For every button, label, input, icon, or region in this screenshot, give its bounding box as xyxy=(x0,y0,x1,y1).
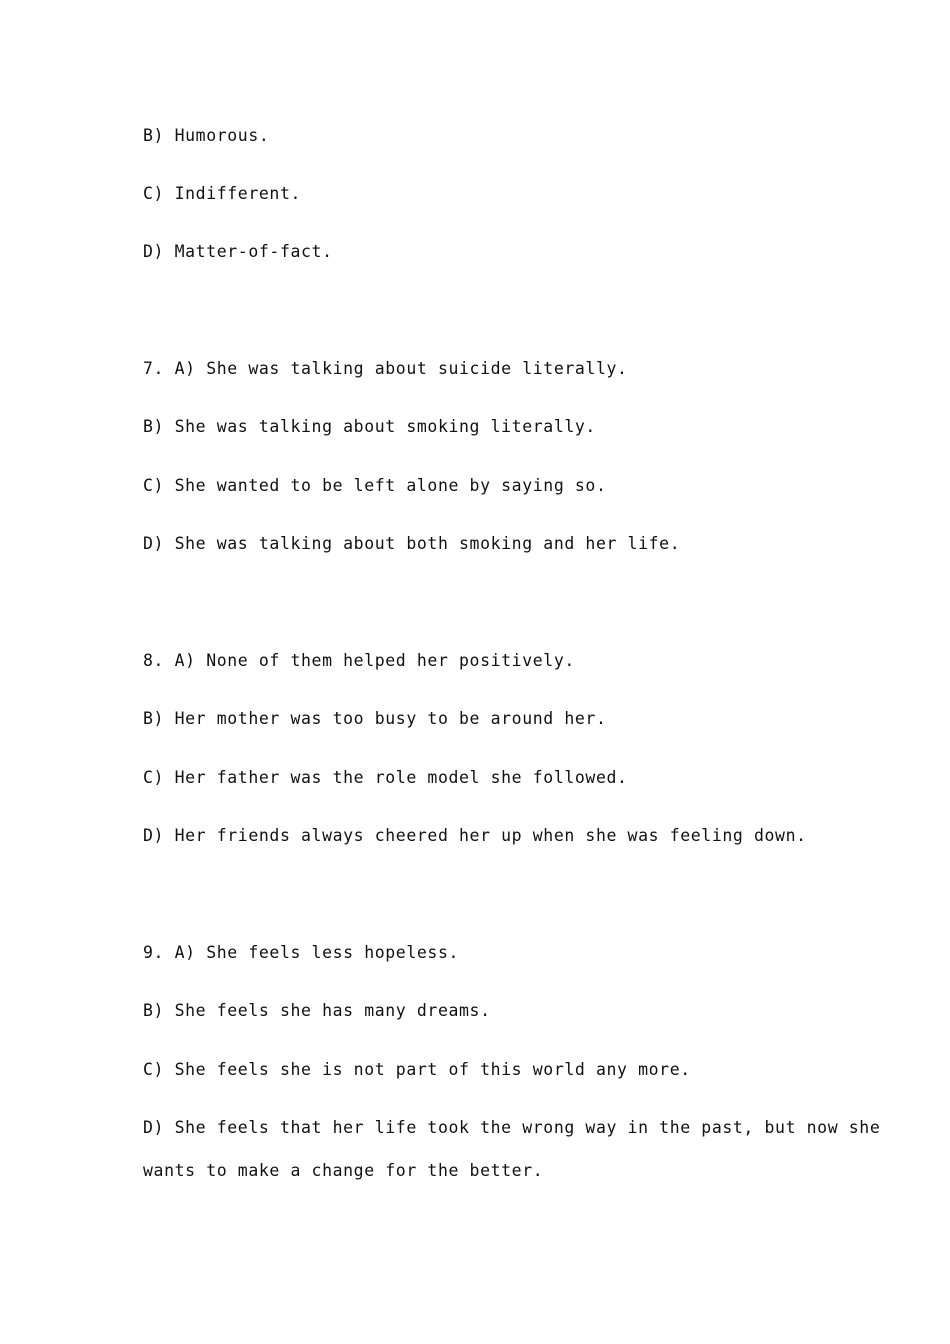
q8-option-c: C) Her father was the role model she followed. xyxy=(143,768,628,787)
q8-option-a: 8. A) None of them helped her positively. xyxy=(143,651,575,670)
q9-option-b: B) She feels she has many dreams. xyxy=(143,1001,491,1020)
q9-option-c: C) She feels she is not part of this world any more. xyxy=(143,1060,691,1079)
q7-option-d: D) She was talking about both smoking and her life. xyxy=(143,534,681,553)
q6-option-d: D) Matter-of-fact. xyxy=(143,242,333,261)
q9-option-a: 9. A) She feels less hopeless. xyxy=(143,943,460,962)
q8-option-d: D) Her friends always cheered her up when she was feeling down. xyxy=(143,826,807,845)
q6-option-c: C) Indifferent. xyxy=(143,184,302,203)
q7-option-c: C) She wanted to be left alone by saying so. xyxy=(143,476,607,495)
q6-option-b: B) Humorous. xyxy=(143,126,270,145)
q7-option-b: B) She was talking about smoking literally. xyxy=(143,417,596,436)
q9-option-d-continued: wants to make a change for the better. xyxy=(143,1161,544,1180)
q9-option-d: D) She feels that her life took the wrong way in the past, but now she xyxy=(143,1118,881,1137)
q7-option-a: 7. A) She was talking about suicide literally. xyxy=(143,359,628,378)
q8-option-b: B) Her mother was too busy to be around her. xyxy=(143,709,607,728)
